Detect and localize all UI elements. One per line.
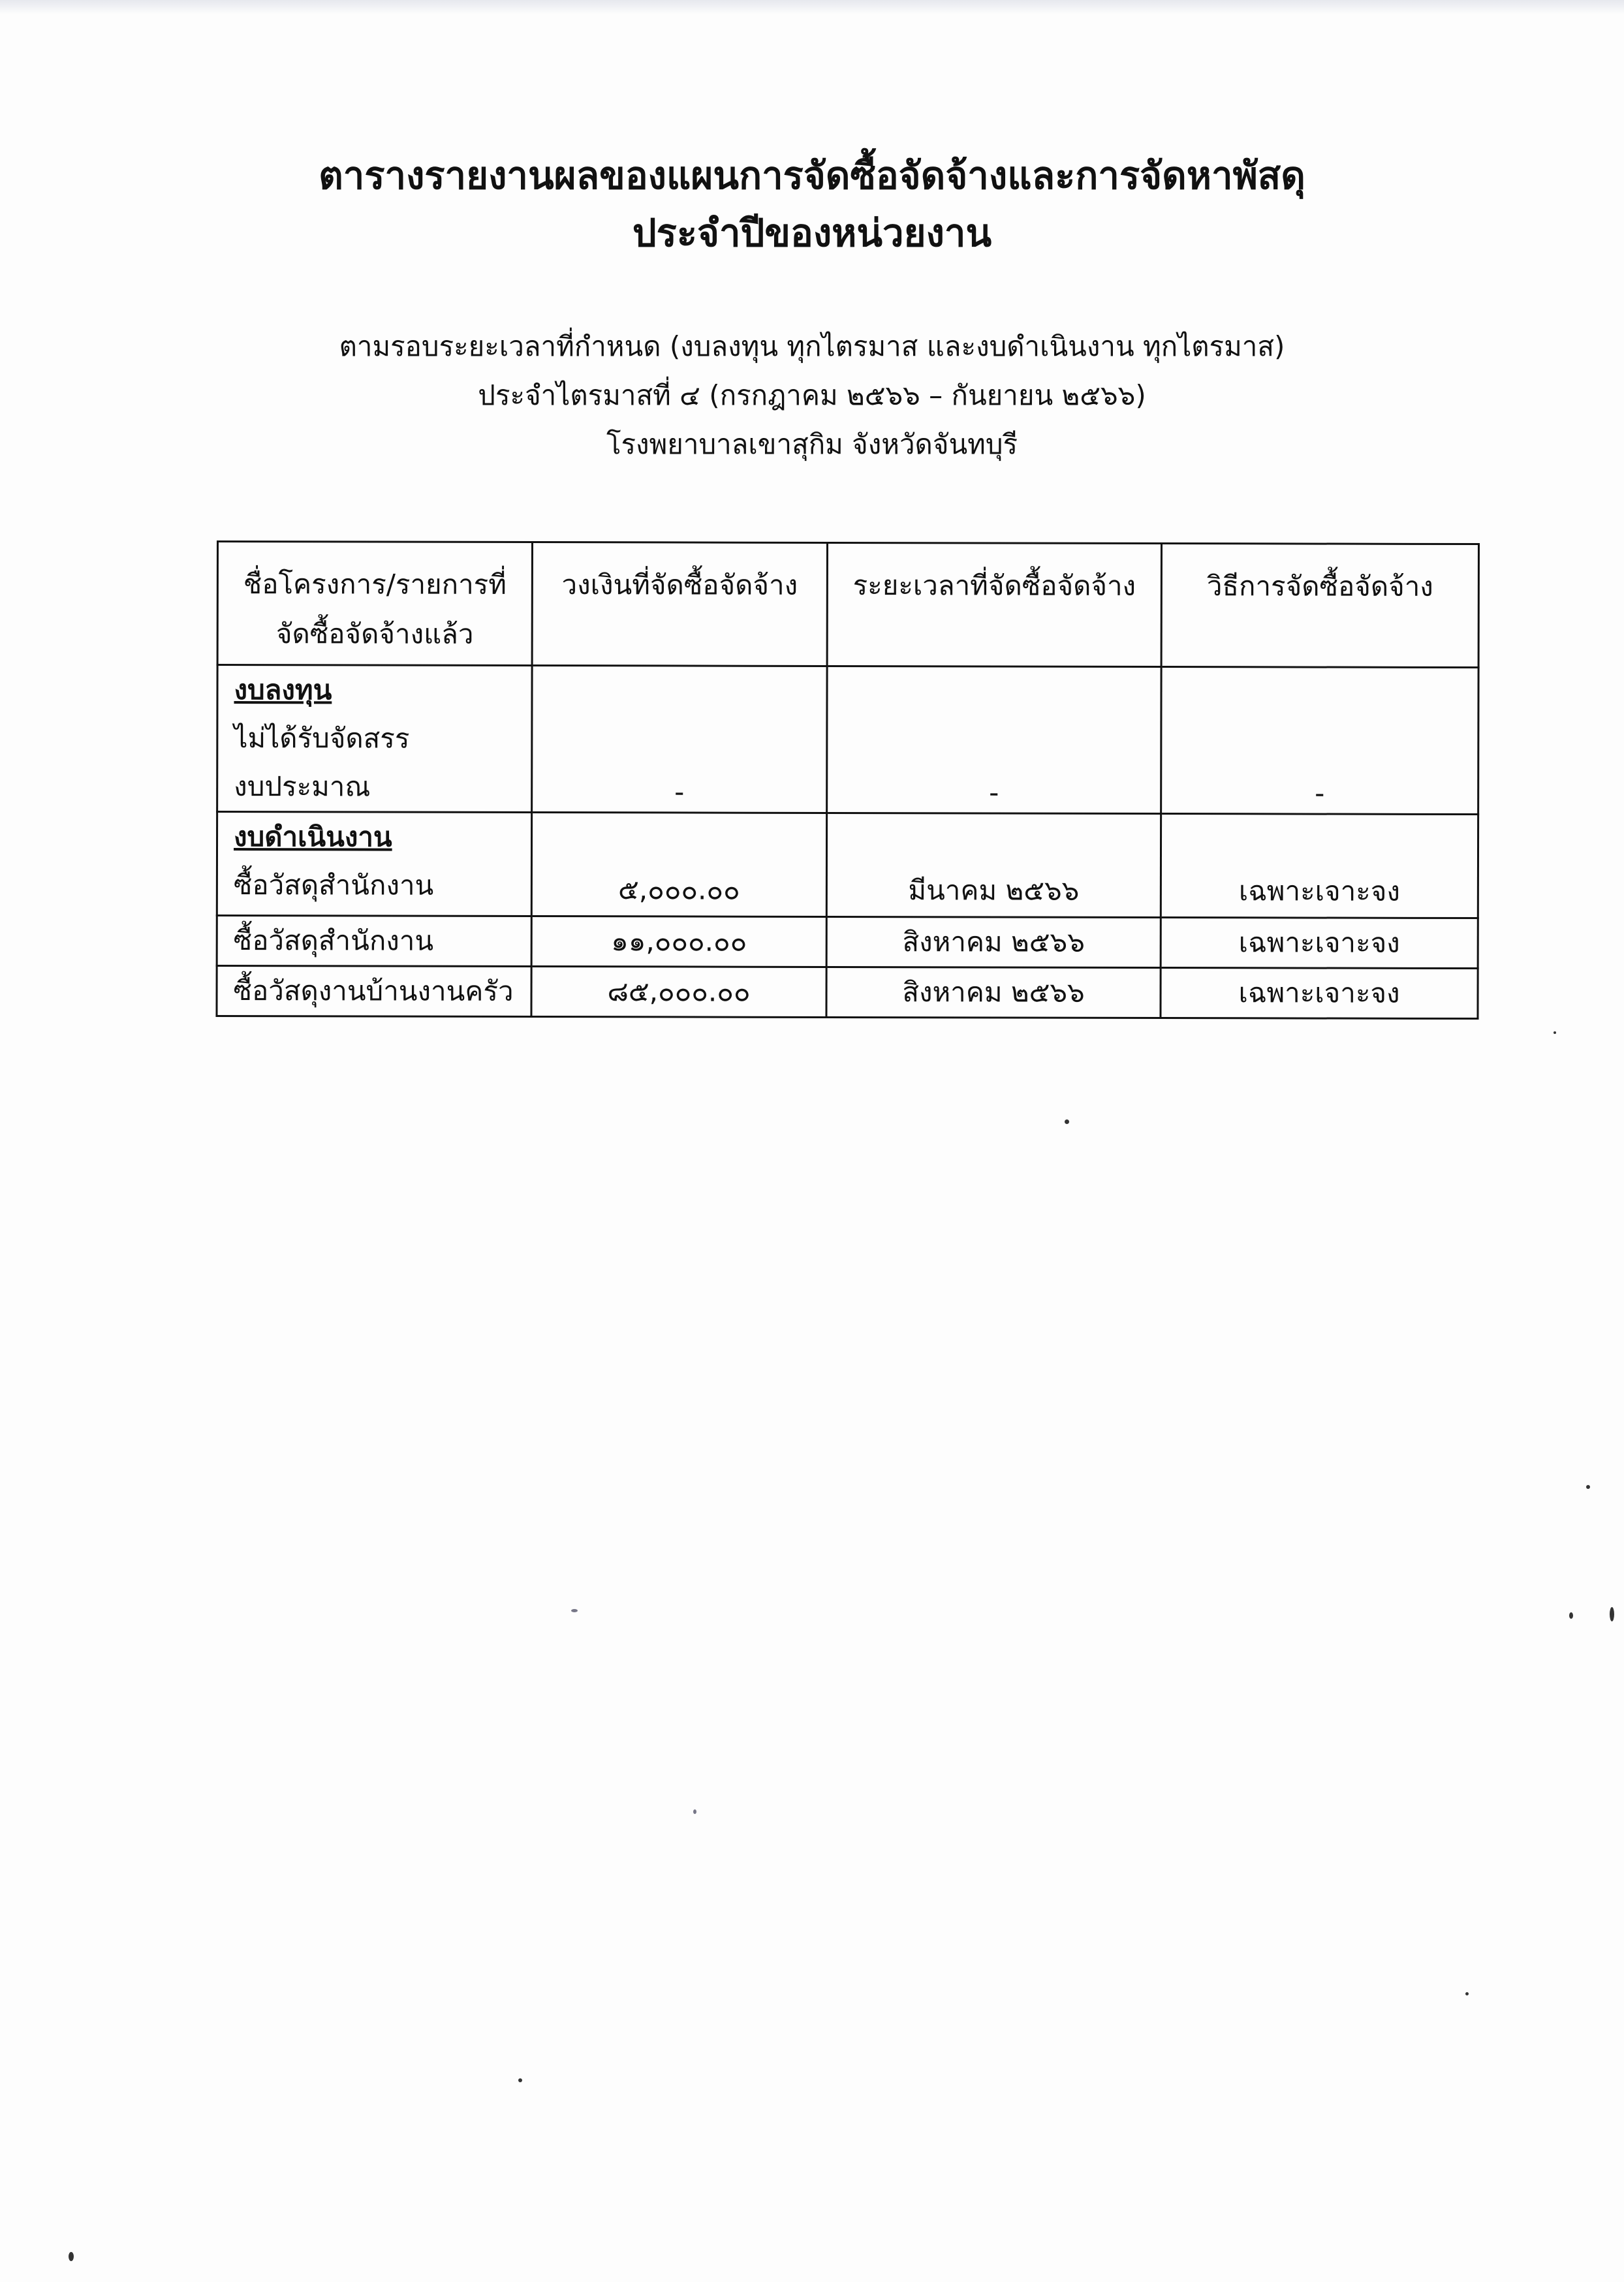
header-amount: วงเงินที่จัดซื้อจัดจ้าง	[532, 542, 827, 666]
procurement-table	[215, 540, 1480, 1020]
table-row-capital-budget	[217, 665, 1478, 815]
row-amount: ๕,๐๐๐.๐๐	[531, 813, 826, 917]
table-row	[217, 966, 1478, 1019]
subtitle-period-scope: ตามรอบระยะเวลาที่กำหนด (งบลงทุน ทุกไตรมาส และงบดำเนินงาน ทุกไตรมาส)	[339, 330, 1285, 362]
capital-budget-line2: งบประมาณ	[234, 770, 371, 803]
capital-budget-cell	[217, 665, 532, 813]
subtitle-quarter: ประจำไตรมาสที่ ๔ (กรกฎาคม ๒๕๖๖ – กันยายน ๒๕๖๖)	[478, 379, 1146, 411]
scan-speck	[1586, 1485, 1590, 1489]
capital-budget-heading: งบลงทุน	[234, 674, 332, 706]
header-project-name-line1: ชื่อโครงการ/รายการที่	[243, 568, 507, 601]
row-item: ซื้อวัสดุงานบ้านงานครัว	[217, 966, 531, 1017]
table-row	[217, 916, 1478, 969]
operating-budget-cell	[217, 812, 531, 916]
scan-speck	[69, 2252, 74, 2261]
row-method: เฉพาะเจาะจง	[1161, 918, 1478, 969]
header-project-name	[217, 542, 532, 666]
row-item: ซื้อวัสดุสำนักงาน	[217, 916, 531, 967]
row-period: สิงหาคม ๒๕๖๖	[826, 967, 1161, 1018]
scan-speck	[693, 1809, 696, 1814]
table-header-row	[217, 542, 1478, 668]
capital-method: -	[1161, 667, 1478, 815]
subtitle-organization: โรงพยาบาลเขาสุกิม จังหวัดจันทบุรี	[606, 428, 1018, 460]
scan-speck	[518, 2078, 522, 2082]
row-amount: ๘๕,๐๐๐.๐๐	[531, 967, 826, 1018]
document-title-line1: ตารางรายงานผลของแผนการจัดซื้อจัดจ้างและการจัดหาพัสดุ	[319, 153, 1305, 198]
capital-period: -	[827, 666, 1161, 813]
row-item: ซื้อวัสดุสำนักงาน	[233, 869, 434, 901]
row-method: เฉพาะเจาะจง	[1161, 814, 1478, 918]
scan-speck	[1465, 1992, 1469, 1995]
scan-speck	[1554, 1031, 1556, 1034]
scan-speck	[1610, 1607, 1614, 1621]
row-period: สิงหาคม ๒๕๖๖	[826, 916, 1161, 967]
row-method: เฉพาะเจาะจง	[1161, 968, 1478, 1019]
scan-edge-shadow	[0, 0, 1624, 14]
header-project-name-line2: จัดซื้อจัดจ้างแล้ว	[275, 617, 474, 650]
operating-budget-heading: งบดำเนินงาน	[233, 821, 392, 853]
table-row	[217, 812, 1478, 918]
capital-amount: -	[532, 666, 827, 813]
header-period: ระยะเวลาที่จัดซื้อจัดจ้าง	[827, 542, 1161, 666]
capital-budget-line1: ไม่ได้รับจัดสรร	[234, 722, 410, 755]
header-method: วิธีการจัดซื้อจัดจ้าง	[1161, 544, 1478, 668]
document-title-line2: ประจำปีของหน่วยงาน	[632, 211, 992, 255]
scan-speck	[571, 1609, 578, 1612]
row-period: มีนาคม ๒๕๖๖	[826, 813, 1161, 917]
scan-speck	[1065, 1119, 1069, 1124]
scan-speck	[1569, 1612, 1573, 1619]
row-amount: ๑๑,๐๐๐.๐๐	[531, 916, 826, 967]
